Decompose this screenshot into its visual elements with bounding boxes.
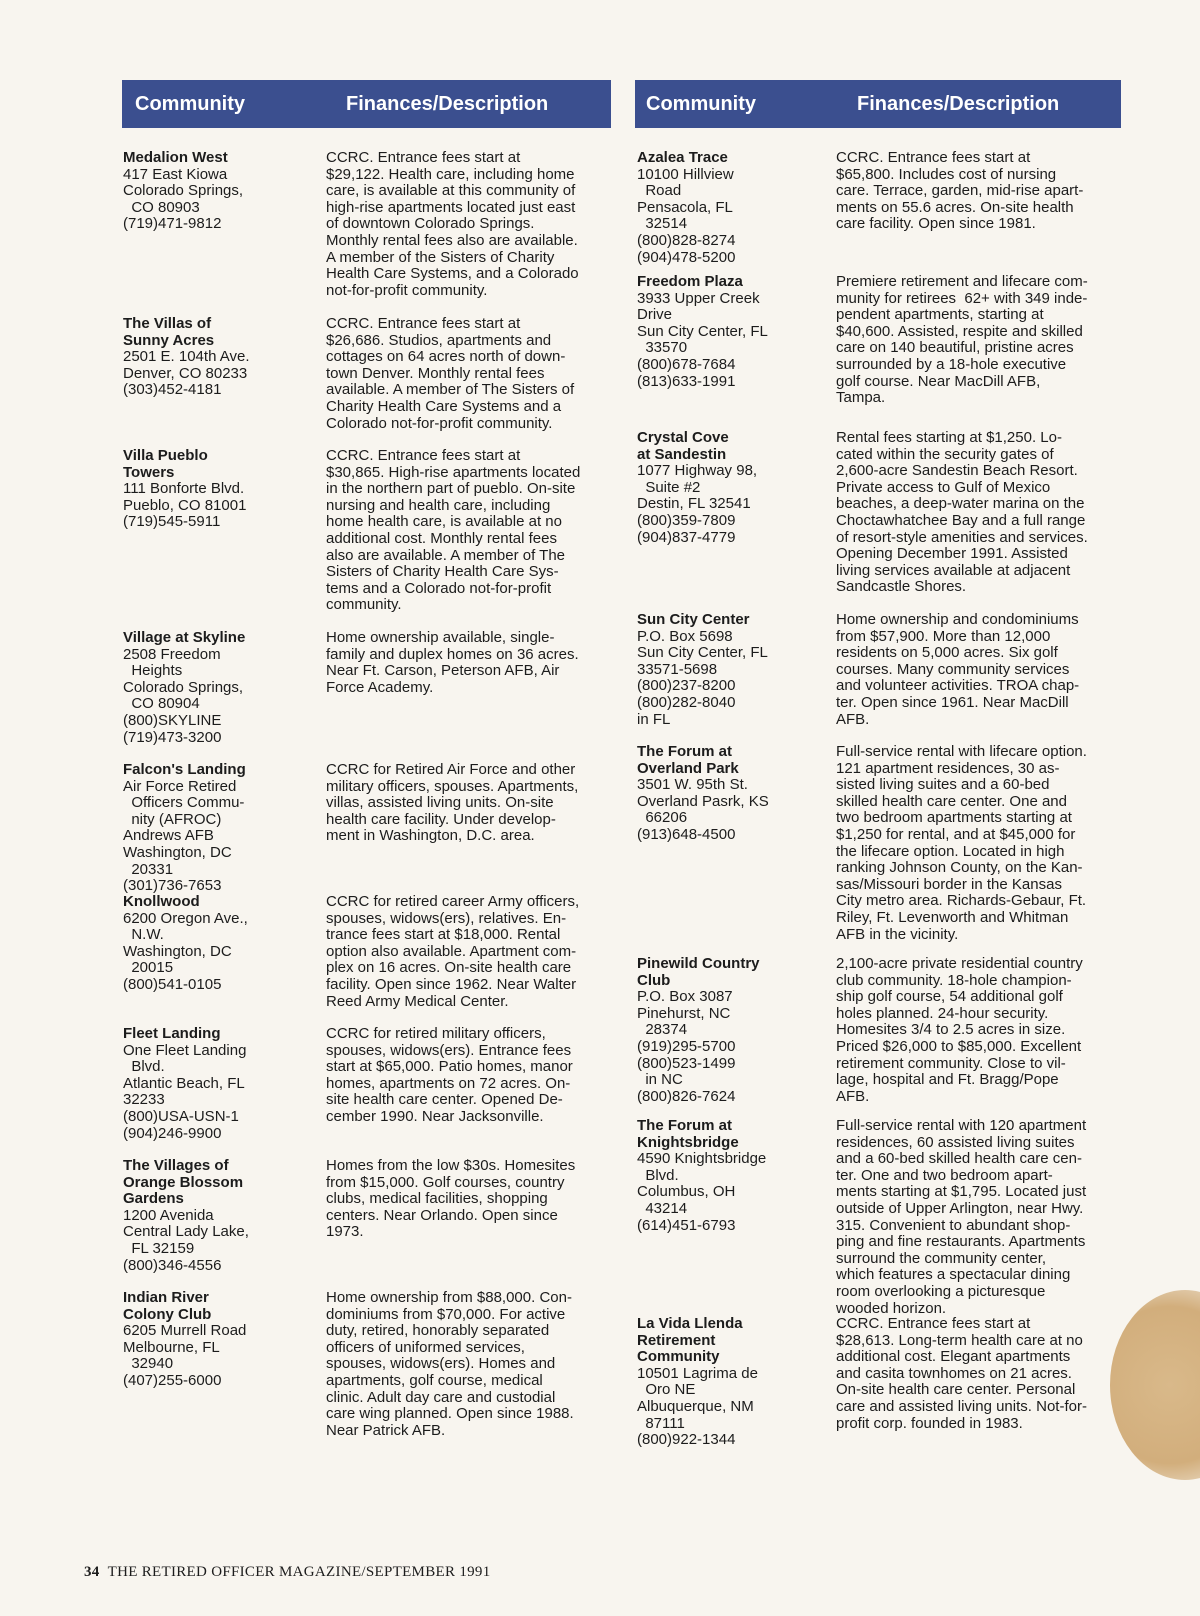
description-line: ment in Washington, D.C. area.	[326, 827, 535, 845]
community-contact	[637, 612, 827, 728]
community-address-line: 32940	[123, 1355, 174, 1373]
description-line: clubs, medical facilities, shopping	[326, 1190, 548, 1208]
description-line: surrounded by a 18-hole executive	[836, 355, 1067, 373]
description-line: lage, hospital and Ft. Bragg/Pope	[836, 1071, 1059, 1089]
community-address-line: 10100 Hillview	[637, 165, 734, 183]
description-line: profit corp. founded in 1983.	[836, 1414, 1023, 1432]
community-address-line: (904)246-9900	[123, 1124, 222, 1142]
description-line: ter. One and two bedroom apart-	[836, 1166, 1053, 1184]
community-address-line: (919)295-5700	[637, 1037, 736, 1055]
community-address-line: in FL	[637, 710, 671, 728]
description-line: living services available at adjacent	[836, 561, 1071, 579]
description-line: Charity Health Care Systems and a	[326, 397, 562, 415]
description-line: skilled health care center. One and	[836, 792, 1067, 810]
description-line: Full-service rental with lifecare option.	[836, 743, 1087, 760]
community-address-line: Atlantic Beach, FL	[123, 1074, 245, 1092]
description-line: also are available. A member of The	[326, 546, 566, 564]
community-name: Club	[637, 971, 671, 989]
community-address-line: Sun City Center, FL	[637, 322, 768, 340]
description-line: homes, apartments on 72 acres. On-	[326, 1074, 571, 1092]
community-name: Villa Pueblo	[123, 447, 208, 464]
community-address-line: 2501 E. 104th Ave.	[123, 348, 250, 366]
community-address-line: Colorado Springs,	[123, 182, 244, 200]
description-line: Tampa.	[836, 389, 886, 407]
community-description	[836, 274, 1124, 407]
community-description	[836, 150, 1124, 233]
description-line: $65,800. Includes cost of nursing	[836, 165, 1057, 183]
description-line: nursing and health care, including	[326, 496, 551, 514]
description-line: community.	[326, 596, 402, 614]
community-address-line: Pueblo, CO 81001	[123, 496, 247, 514]
community-address-line: (904)478-5200	[637, 248, 736, 266]
description-line: munity for retirees 62+ with 349 inde-	[836, 289, 1088, 307]
description-line: CCRC. Entrance fees start at	[836, 149, 1031, 166]
community-address-line: CO 80904	[123, 695, 200, 713]
community-address-line: (813)633-1991	[637, 372, 736, 390]
community-address-line: Denver, CO 80233	[123, 364, 248, 382]
description-line: 1973.	[326, 1223, 364, 1241]
community-address-line: Sun City Center, FL	[637, 644, 768, 662]
description-line: $30,865. High-rise apartments located	[326, 463, 581, 481]
description-line: room overlooking a picturesque	[836, 1282, 1046, 1300]
community-contact	[637, 744, 827, 844]
description-line: sas/Missouri border in the Kansas	[836, 875, 1062, 893]
community-description	[836, 956, 1124, 1105]
description-line: trance fees start at $18,000. Rental	[326, 926, 561, 944]
community-name: Azalea Trace	[637, 149, 728, 166]
community-address-line: 111 Bonforte Blvd.	[123, 480, 245, 498]
community-contact	[123, 448, 313, 531]
right-header-bar	[635, 80, 1121, 128]
community-address-line: (719)471-9812	[123, 215, 222, 233]
community-address-line: (800)359-7809	[637, 511, 736, 529]
community-name: Village at Skyline	[123, 629, 246, 646]
description-line: $29,122. Health care, including home	[326, 165, 575, 183]
community-contact	[637, 274, 827, 390]
description-line: Sandcastle Shores.	[836, 578, 967, 596]
description-line: additional cost. Monthly rental fees	[326, 529, 557, 547]
community-address-line: 2508 Freedom	[123, 645, 221, 663]
description-line: care. Terrace, garden, mid-rise apart-	[836, 182, 1084, 200]
community-address-line: Drive	[637, 306, 673, 324]
description-line: Home ownership from $88,000. Con-	[326, 1289, 572, 1306]
community-address-line: 87111	[637, 1414, 685, 1432]
description-line: Choctawhatchee Bay and a full range	[836, 511, 1086, 529]
community-address-line: Air Force Retired	[123, 777, 237, 795]
community-name: Falcon's Landing	[123, 761, 246, 778]
description-line: CCRC for retired military officers,	[326, 1025, 546, 1042]
description-line: clinic. Adult day care and custodial	[326, 1388, 556, 1406]
community-name: Orange Blossom	[123, 1173, 244, 1191]
description-line: of resort-style amenities and services.	[836, 528, 1088, 546]
community-address-line: (800)346-4556	[123, 1256, 222, 1274]
community-contact	[637, 150, 827, 266]
community-address-line: (800)SKYLINE	[123, 711, 222, 729]
description-line: 315. Convenient to abundant shop-	[836, 1216, 1071, 1234]
community-address-line: 1077 Highway 98,	[637, 462, 758, 480]
left-header-bar	[122, 80, 611, 128]
description-line: residents on 5,000 acres. Six golf	[836, 644, 1058, 662]
description-line: beaches, a deep-water marina on the	[836, 495, 1085, 513]
description-line: Home ownership and condominiums	[836, 611, 1079, 628]
description-line: A member of the Sisters of Charity	[326, 248, 555, 266]
community-address-line: 3501 W. 95th St.	[637, 776, 748, 794]
description-line: CCRC. Entrance fees start at	[326, 447, 521, 464]
community-contact	[637, 1118, 827, 1234]
description-line: Sisters of Charity Health Care Sys-	[326, 563, 559, 581]
description-line: care on 140 beautiful, pristine acres	[836, 339, 1074, 357]
description-line: town Denver. Monthly rental fees	[326, 364, 545, 382]
description-line: officers of uniformed services,	[326, 1338, 525, 1356]
description-line: Force Academy.	[326, 678, 434, 696]
community-contact	[123, 1158, 313, 1274]
community-description	[836, 744, 1124, 943]
description-line: Monthly rental fees also are available.	[326, 231, 578, 249]
description-line: cember 1990. Near Jacksonville.	[326, 1107, 544, 1125]
description-line: duty, retired, honorably separated	[326, 1322, 550, 1340]
community-address-line: One Fleet Landing	[123, 1041, 247, 1059]
community-description	[326, 1290, 614, 1439]
community-address-line: CO 80903	[123, 198, 200, 216]
description-line: Colorado not-for-profit community.	[326, 414, 553, 432]
community-address-line: FL 32159	[123, 1239, 195, 1257]
community-address-line: (800)828-8274	[637, 231, 736, 249]
description-line: ranking Johnson County, on the Kan-	[836, 859, 1083, 877]
community-address-line: Andrews AFB	[123, 827, 214, 845]
left-community-header: Community	[135, 93, 245, 115]
description-line: ments on 55.6 acres. On-site health	[836, 198, 1074, 216]
description-line: On-site health care center. Personal	[836, 1381, 1076, 1399]
description-line: and casita townhomes on 21 acres.	[836, 1364, 1072, 1382]
community-name: The Forum at	[637, 1117, 733, 1134]
description-line: pendent apartments, starting at	[836, 306, 1044, 324]
community-contact	[637, 1316, 827, 1449]
community-address-line: 417 East Kiowa	[123, 165, 228, 183]
community-address-line: (800)237-8200	[637, 677, 736, 695]
community-name: Colony Club	[123, 1305, 212, 1323]
community-description	[326, 894, 614, 1010]
community-address-line: Blvd.	[637, 1166, 679, 1184]
description-line: $1,250 for rental, and at $45,000 for	[836, 825, 1076, 843]
community-description	[836, 1316, 1124, 1432]
description-line: Rental fees starting at $1,250. Lo-	[836, 429, 1062, 446]
description-line: Homes from the low $30s. Homesites	[326, 1157, 576, 1174]
community-contact	[123, 1290, 313, 1390]
community-description	[326, 1158, 614, 1241]
description-line: Premiere retirement and lifecare com-	[836, 273, 1088, 290]
community-name: The Villages of	[123, 1157, 229, 1174]
community-name: Fleet Landing	[123, 1025, 221, 1042]
community-address-line: (301)736-7653	[123, 877, 222, 895]
community-address-line: (800)523-1499	[637, 1054, 736, 1072]
right-finances-header: Finances/Description	[857, 93, 1060, 115]
description-line: surround the community center,	[836, 1249, 1047, 1267]
description-line: sisted living suites and a 60-bed	[836, 776, 1050, 794]
community-address-line: nity (AFROC)	[123, 810, 222, 828]
description-line: site health care center. Opened De-	[326, 1091, 563, 1109]
community-name: Sunny Acres	[123, 331, 215, 349]
community-address-line: 6200 Oregon Ave.,	[123, 909, 248, 927]
description-line: high-rise apartments located just east	[326, 198, 576, 216]
community-contact	[123, 150, 313, 233]
description-line: courses. Many community services	[836, 660, 1070, 678]
community-contact	[123, 894, 313, 994]
description-line: care facility. Open since 1981.	[836, 215, 1036, 233]
community-address-line: Overland Pasrk, KS	[637, 792, 769, 810]
description-line: spouses, widows(ers). Entrance fees	[326, 1041, 572, 1059]
description-line: outside of Upper Arlington, near Hwy.	[836, 1199, 1084, 1217]
description-line: wooded horizon.	[836, 1299, 947, 1317]
description-line: holes planned. 24-hour security.	[836, 1004, 1049, 1022]
community-address-line: (800)678-7684	[637, 355, 736, 373]
community-name: Freedom Plaza	[637, 273, 743, 290]
community-contact	[123, 762, 313, 895]
description-line: Private access to Gulf of Mexico	[836, 478, 1051, 496]
description-line: health care facility. Under develop-	[326, 810, 556, 828]
description-line: Near Ft. Carson, Peterson AFB, Air	[326, 662, 560, 680]
community-address-line: 43214	[637, 1199, 688, 1217]
community-address-line: 1200 Avenida	[123, 1206, 214, 1224]
community-address-line: P.O. Box 5698	[637, 627, 733, 645]
community-contact	[123, 316, 313, 399]
description-line: and volunteer activities. TROA chap-	[836, 677, 1080, 695]
community-address-line: Columbus, OH	[637, 1183, 736, 1201]
description-line: $28,613. Long-term health care at no	[836, 1331, 1083, 1349]
community-address-line: (800)922-1344	[637, 1431, 736, 1449]
community-address-line: 3933 Upper Creek	[637, 289, 760, 307]
description-line: tems and a Colorado not-for-profit	[326, 579, 552, 597]
description-line: Home ownership available, single-	[326, 629, 555, 646]
community-contact	[123, 630, 313, 746]
description-line: Near Patrick AFB.	[326, 1421, 446, 1439]
community-name: at Sandestin	[637, 445, 727, 463]
description-line: 121 apartment residences, 30 as-	[836, 759, 1060, 777]
community-name: The Forum at	[637, 743, 733, 760]
description-line: ping and fine restaurants. Apartments	[836, 1233, 1086, 1251]
community-address-line: 28374	[637, 1021, 688, 1039]
publication-line: THE RETIRED OFFICER MAGAZINE/SEPTEMBER 1991	[107, 1564, 491, 1580]
description-line: and a 60-bed skilled health care cen-	[836, 1150, 1082, 1168]
community-address-line: Melbourne, FL	[123, 1338, 220, 1356]
community-address-line: (800)826-7624	[637, 1087, 736, 1105]
description-line: care, is available at this community of	[326, 182, 576, 200]
description-line: spouses, widows(ers). Homes and	[326, 1355, 556, 1373]
community-address-line: 20331	[123, 860, 174, 878]
community-description	[836, 1118, 1124, 1317]
community-address-line: 33570	[637, 339, 688, 357]
community-address-line: Albuquerque, NM	[637, 1397, 754, 1415]
community-description	[326, 630, 614, 696]
description-line: care and assisted living units. Not-for-	[836, 1397, 1087, 1415]
community-address-line: Central Lady Lake,	[123, 1223, 249, 1241]
community-address-line: Heights	[123, 662, 183, 680]
description-line: CCRC. Entrance fees start at	[326, 149, 521, 166]
description-line: ments starting at $1,795. Located just	[836, 1183, 1087, 1201]
description-line: AFB.	[836, 710, 870, 728]
community-name: Pinewild Country	[637, 955, 760, 972]
community-name: La Vida Llenda	[637, 1315, 743, 1332]
community-name: Community	[637, 1348, 720, 1366]
description-line: Reed Army Medical Center.	[326, 992, 509, 1010]
community-address-line: Washington, DC	[123, 942, 232, 960]
community-address-line: (913)648-4500	[637, 825, 736, 843]
community-address-line: (719)473-3200	[123, 728, 222, 746]
description-line: Full-service rental with 120 apartment	[836, 1117, 1087, 1134]
community-description	[326, 316, 614, 432]
community-address-line: (303)452-4181	[123, 381, 222, 399]
community-name: Medalion West	[123, 149, 228, 166]
description-line: residences, 60 assisted living suites	[836, 1133, 1075, 1151]
description-line: Opening December 1991. Assisted	[836, 545, 1068, 563]
description-line: not-for-profit community.	[326, 281, 488, 299]
description-line: family and duplex homes on 36 acres.	[326, 645, 579, 663]
description-line: villas, assisted living units. On-site	[326, 794, 554, 812]
description-line: CCRC for Retired Air Force and other	[326, 761, 576, 778]
community-name: Knightsbridge	[637, 1133, 739, 1151]
description-line: City metro area. Richards-Gebaur, Ft.	[836, 892, 1087, 910]
description-line: club community. 18-hole champion-	[836, 971, 1072, 989]
community-address-line: P.O. Box 3087	[637, 988, 733, 1006]
description-line: which features a spectacular dining	[836, 1266, 1071, 1284]
community-address-line: (407)255-6000	[123, 1371, 222, 1389]
community-address-line: 10501 Lagrima de	[637, 1364, 758, 1382]
community-contact	[123, 1026, 313, 1142]
community-address-line: Suite #2	[637, 478, 701, 496]
description-line: Priced $26,000 to $85,000. Excellent	[836, 1037, 1082, 1055]
description-line: spouses, widows(ers), relatives. En-	[326, 909, 567, 927]
community-address-line: (800)USA-USN-1	[123, 1107, 239, 1125]
community-address-line: in NC	[637, 1071, 683, 1089]
community-address-line: Road	[637, 182, 682, 200]
description-line: option also available. Apartment com-	[326, 942, 577, 960]
community-name: Towers	[123, 463, 175, 481]
description-line: cottages on 64 acres north of down-	[326, 348, 566, 366]
community-description	[326, 1026, 614, 1126]
description-line: $26,686. Studios, apartments and	[326, 331, 552, 349]
community-address-line: Pinehurst, NC	[637, 1004, 731, 1022]
community-address-line: Oro NE	[637, 1381, 696, 1399]
description-line: additional cost. Elegant apartments	[836, 1348, 1071, 1366]
community-name: Crystal Cove	[637, 429, 729, 446]
community-address-line: 33571-5698	[637, 660, 718, 678]
community-address-line: 4590 Knightsbridge	[637, 1150, 767, 1168]
description-line: Health Care Systems, and a Colorado	[326, 265, 579, 283]
description-line: CCRC for retired career Army officers,	[326, 893, 580, 910]
description-line: retirement community. Close to vil-	[836, 1054, 1066, 1072]
community-address-line: Pensacola, FL	[637, 198, 733, 216]
description-line: from $57,900. More than 12,000	[836, 627, 1051, 645]
community-address-line: 20015	[123, 959, 174, 977]
description-line: facility. Open since 1962. Near Walter	[326, 975, 577, 993]
left-finances-header: Finances/Description	[346, 93, 549, 115]
community-address-line: (800)541-0105	[123, 975, 222, 993]
description-line: Riley, Ft. Levenworth and Whitman	[836, 908, 1069, 926]
community-address-line: Washington, DC	[123, 843, 232, 861]
description-line: centers. Near Orlando. Open since	[326, 1206, 558, 1224]
description-line: golf course. Near MacDill AFB,	[836, 372, 1041, 390]
community-address-line: 66206	[637, 809, 688, 827]
description-line: apartments, golf course, medical	[326, 1371, 543, 1389]
community-address-line: 32233	[123, 1091, 165, 1109]
description-line: dominiums from $70,000. For active	[326, 1305, 566, 1323]
description-line: $40,600. Assisted, respite and skilled	[836, 322, 1083, 340]
description-line: ship golf course, 54 additional golf	[836, 988, 1063, 1006]
description-line: the lifecare option. Located in high	[836, 842, 1065, 860]
description-line: Homesites 3/4 to 2.5 acres in size.	[836, 1021, 1066, 1039]
community-address-line: Blvd.	[123, 1058, 165, 1076]
community-address-line: 32514	[637, 215, 688, 233]
description-line: home health care, is available at no	[326, 513, 562, 531]
description-line: two bedroom apartments starting at	[836, 809, 1072, 827]
community-address-line: N.W.	[123, 926, 164, 944]
description-line: plex on 16 acres. On-site health care	[326, 959, 572, 977]
page-footer	[84, 1564, 491, 1581]
community-description	[326, 762, 614, 845]
community-name: Indian River	[123, 1289, 209, 1306]
description-line: AFB.	[836, 1087, 870, 1105]
right-community-header: Community	[646, 93, 756, 115]
description-line: of downtown Colorado Springs.	[326, 215, 535, 233]
description-line: 2,100-acre private residential country	[836, 955, 1083, 972]
description-line: available. A member of The Sisters of	[326, 381, 575, 399]
community-address-line: Colorado Springs,	[123, 678, 244, 696]
description-line: start at $65,000. Patio homes, manor	[326, 1058, 573, 1076]
community-description	[836, 612, 1124, 728]
community-name: Sun City Center	[637, 611, 750, 628]
community-address-line: (904)837-4779	[637, 528, 736, 546]
description-line: AFB in the vicinity.	[836, 925, 959, 943]
community-address-line: (614)451-6793	[637, 1216, 736, 1234]
community-name: The Villas of	[123, 315, 212, 332]
community-contact	[637, 430, 827, 546]
community-name: Overland Park	[637, 759, 739, 777]
community-description	[836, 430, 1124, 596]
community-address-line: 6205 Murrell Road	[123, 1322, 247, 1340]
community-name: Retirement	[637, 1331, 716, 1349]
community-name: Knollwood	[123, 893, 200, 910]
community-description	[326, 150, 614, 299]
community-address-line: Destin, FL 32541	[637, 495, 751, 513]
description-line: CCRC. Entrance fees start at	[836, 1315, 1031, 1332]
community-name: Gardens	[123, 1190, 184, 1208]
page-number: 34	[84, 1564, 100, 1580]
description-line: from $15,000. Golf courses, country	[326, 1173, 565, 1191]
description-line: care wing planned. Open since 1988.	[326, 1405, 574, 1423]
community-contact	[637, 956, 827, 1105]
community-description	[326, 448, 614, 614]
description-line: military officers, spouses. Apartments,	[326, 777, 579, 795]
description-line: CCRC. Entrance fees start at	[326, 315, 521, 332]
description-line: ter. Open since 1961. Near MacDill	[836, 693, 1069, 711]
community-address-line: (800)282-8040	[637, 693, 736, 711]
description-line: in the northern part of pueblo. On-site	[326, 480, 576, 498]
description-line: 2,600-acre Sandestin Beach Resort.	[836, 462, 1078, 480]
community-address-line: Officers Commu-	[123, 794, 245, 812]
description-line: cated within the security gates of	[836, 445, 1054, 463]
community-address-line: (719)545-5911	[123, 513, 221, 531]
